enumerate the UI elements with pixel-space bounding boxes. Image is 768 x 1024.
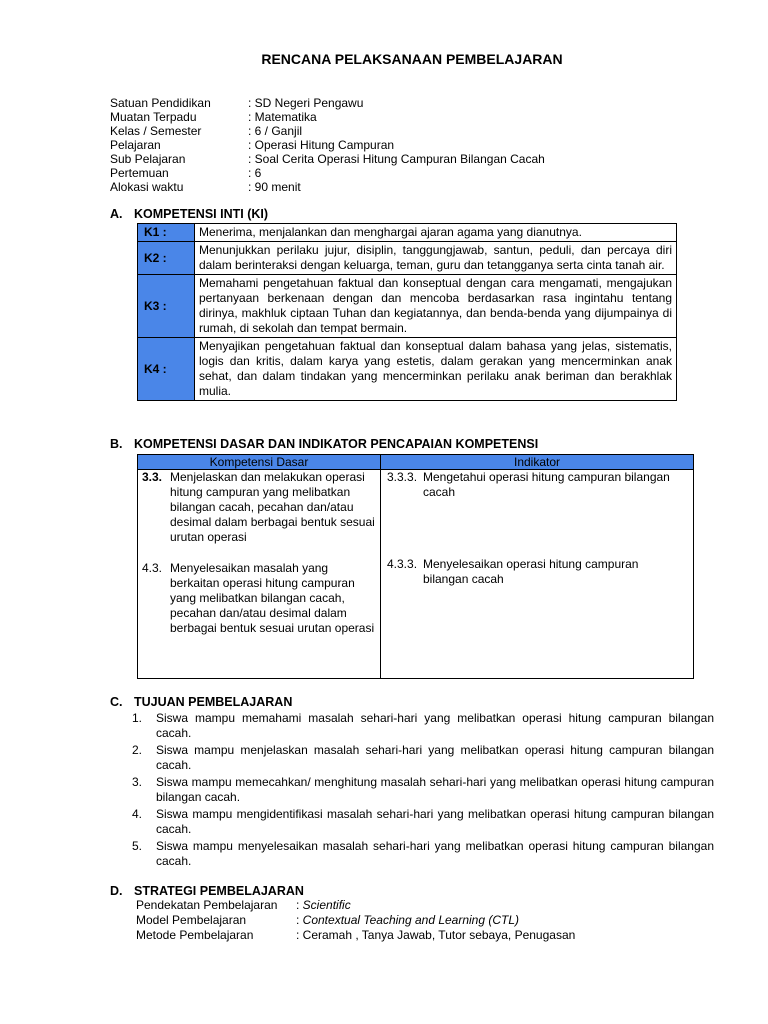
section-letter: D. (110, 884, 123, 898)
strategi-separator: : (296, 898, 303, 912)
ki-text: Menyajikan pengetahuan faktual dan konseptual dalam bahasa yang jelas, sistematis, logis dan kritis, dalam karya yang estetis, dalam gerakan yang mencerminkan anak sehat, dan dalam tindakan yang mencerminkan perilaku anak beriman dan berakhlak mulia. (195, 338, 677, 401)
section-letter: C. (110, 695, 123, 709)
section-letter: B. (110, 437, 123, 451)
indikator-number: 3.3.3. (387, 470, 418, 484)
list-item (132, 839, 714, 869)
kd-item (138, 470, 380, 545)
strategi-label: Model Pembelajaran (136, 913, 247, 927)
strategi-row (136, 928, 575, 943)
identity-block (110, 96, 545, 194)
strategi-row (136, 913, 575, 928)
strategi-separator: : (296, 928, 303, 942)
list-text: Siswa mampu mengidentifikasi masalah sehari-hari yang melibatkan operasi hitung campuran bilangan cacah. (156, 807, 714, 836)
strategi-block (136, 898, 575, 943)
section-c-heading (110, 695, 292, 710)
kd-number: 4.3. (142, 561, 163, 575)
kd-text: Menyelesaikan masalah yang berkaitan operasi hitung campuran yang melibatkan bilangan cacah, pecahan dan/atau desimal dalam berbagai bentuk sesuai urutan operasi (170, 561, 375, 635)
strategi-value: Scientific (302, 898, 351, 912)
document-title: RENCANA PELAKSANAAN PEMBELAJARAN (261, 51, 563, 67)
identity-value: : 90 menit (248, 180, 301, 194)
list-number: 1. (132, 711, 143, 725)
identity-row (110, 152, 545, 166)
strategi-label: Metode Pembelajaran (136, 928, 254, 942)
table-row (138, 338, 677, 401)
list-item (132, 775, 714, 805)
kompetensi-inti-table (137, 223, 677, 401)
section-title: TUJUAN PEMBELAJARAN (134, 695, 293, 709)
strategi-separator: : (296, 913, 303, 927)
identity-value: : Soal Cerita Operasi Hitung Campuran Bilangan Cacah (248, 152, 545, 166)
identity-label: Muatan Terpadu (110, 110, 197, 124)
section-b-heading (110, 437, 538, 452)
strategi-label: Pendekatan Pembelajaran (136, 898, 278, 912)
tujuan-list (132, 711, 714, 869)
list-text: Siswa mampu menyelesaikan masalah sehari-hari yang melibatkan operasi hitung campuran bilangan cacah. (156, 839, 714, 868)
table-header-row (138, 455, 694, 470)
identity-label: Sub Pelajaran (110, 152, 186, 166)
identity-row (110, 138, 545, 152)
column-header-kompetensi-dasar: Kompetensi Dasar (138, 455, 381, 470)
identity-row (110, 124, 545, 138)
indikator-text: Menyelesaikan operasi hitung campuran bilangan cacah (423, 557, 639, 586)
list-number: 5. (132, 839, 143, 853)
identity-value: : SD Negeri Pengawu (248, 96, 364, 110)
table-row (138, 470, 694, 679)
identity-label: Pertemuan (110, 166, 169, 180)
list-number: 3. (132, 775, 143, 789)
identity-row (110, 180, 545, 194)
identity-row (110, 166, 545, 180)
ki-key: K2 : (138, 242, 195, 275)
identity-row (110, 96, 545, 110)
list-number: 2. (132, 743, 143, 757)
ki-text: Menerima, menjalankan dan menghargai ajaran agama yang dianutnya. (195, 224, 677, 242)
indikator-number: 4.3.3. (387, 557, 418, 571)
section-d-heading (110, 884, 304, 899)
ki-key: K3 : (138, 275, 195, 338)
indikator-cell (381, 470, 694, 679)
section-a-heading (110, 207, 268, 222)
ki-text: Memahami pengetahuan faktual dan konseptual dengan cara mengamati, mengajukan pertanyaan berkenaan dengan dan mencoba berdasarkan rasa ingintahu tentang dirinya, makhluk ciptaan Tuhan dan kegiatannya, dan benda-benda yang dijumpainya di rumah, di sekolah dan tempat bermain. (195, 275, 677, 338)
kd-text: Menjelaskan dan melakukan operasi hitung campuran yang melibatkan bilangan cacah, pecahan dan/atau desimal dalam berbagai bentuk sesuai urutan operasi (170, 470, 375, 544)
identity-label: Alokasi waktu (110, 180, 184, 194)
kompetensi-dasar-table (137, 454, 694, 679)
section-title: KOMPETENSI DASAR DAN INDIKATOR PENCAPAIAN KOMPETENSI (134, 437, 539, 451)
ki-key: K1 : (138, 224, 195, 242)
identity-value: : 6 / Ganjil (248, 124, 303, 138)
identity-value: : 6 (248, 166, 262, 180)
table-row (138, 242, 677, 275)
section-title: KOMPETENSI INTI (KI) (134, 207, 269, 221)
table-row (138, 275, 677, 338)
identity-row (110, 110, 545, 124)
ki-text: Menunjukkan perilaku jujur, disiplin, tanggungjawab, santun, peduli, dan percaya diri dalam berinteraksi dengan keluarga, teman, guru dan tetangganya serta cinta tanah air. (195, 242, 677, 275)
section-title: STRATEGI PEMBELAJARAN (134, 884, 304, 898)
list-item (132, 807, 714, 837)
identity-label: Kelas / Semester (110, 124, 202, 138)
kd-cell (138, 470, 381, 679)
list-text: Siswa mampu memecahkan/ menghitung masalah sehari-hari yang melibatkan operasi hitung campuran bilangan cacah. (156, 775, 714, 804)
indikator-item (381, 470, 693, 500)
list-text: Siswa mampu menjelaskan masalah sehari-hari yang melibatkan operasi hitung campuran bilangan cacah. (156, 743, 714, 772)
list-item (132, 711, 714, 741)
indikator-text: Mengetahui operasi hitung campuran bilangan cacah (423, 470, 670, 499)
identity-label: Pelajaran (110, 138, 161, 152)
strategi-row (136, 898, 575, 913)
ki-key: K4 : (138, 338, 195, 401)
identity-value: : Matematika (248, 110, 317, 124)
list-text: Siswa mampu memahami masalah sehari-hari yang melibatkan operasi hitung campuran bilangan cacah. (156, 711, 714, 740)
section-letter: A. (110, 207, 123, 221)
indikator-item (381, 557, 693, 587)
kd-number: 3.3. (142, 470, 163, 484)
identity-value: : Operasi Hitung Campuran (248, 138, 395, 152)
kd-item (138, 561, 380, 636)
strategi-value: Contextual Teaching and Learning (CTL) (302, 913, 520, 927)
strategi-value: Ceramah , Tanya Jawab, Tutor sebaya, Penugasan (302, 928, 576, 942)
column-header-indikator: Indikator (381, 455, 694, 470)
identity-label: Satuan Pendidikan (110, 96, 211, 110)
list-item (132, 743, 714, 773)
list-number: 4. (132, 807, 143, 821)
table-row (138, 224, 677, 242)
